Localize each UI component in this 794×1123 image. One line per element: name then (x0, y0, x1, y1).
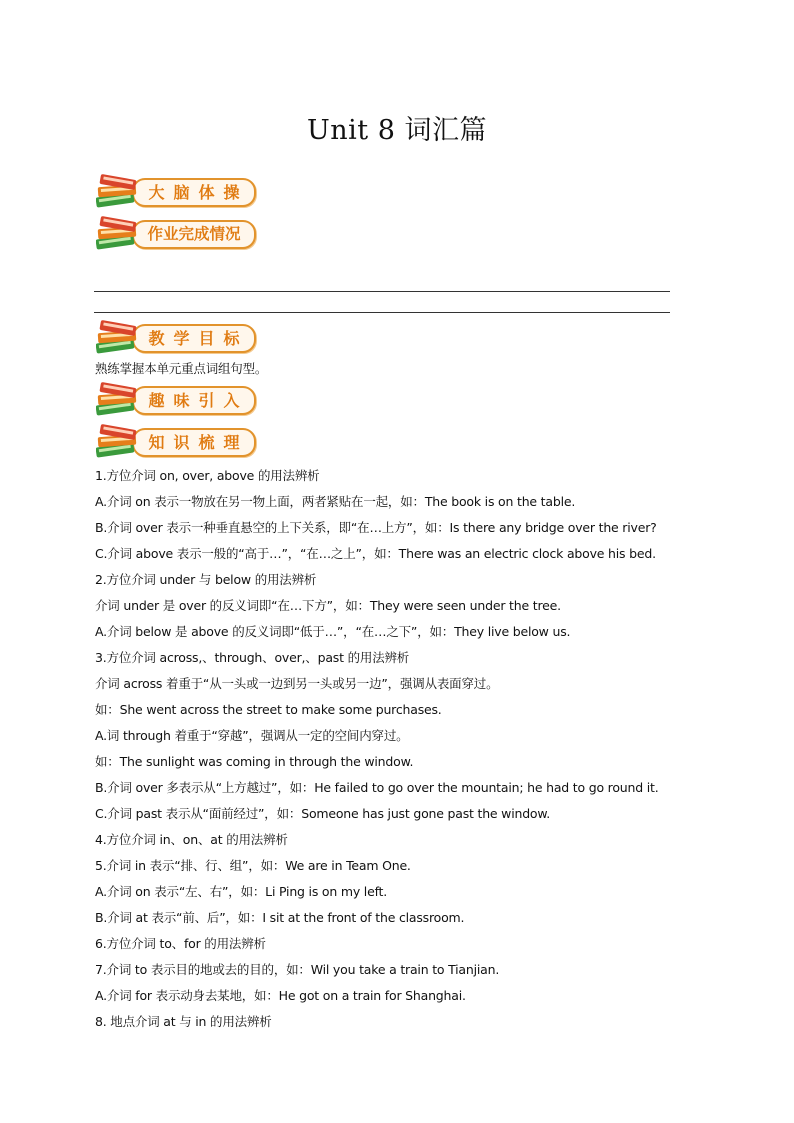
content-line: A.词 through 着重于“穿越”，强调从一定的空间内穿过。 (95, 728, 409, 743)
books-icon (96, 172, 144, 212)
content-line: 5.介词 in 表示“排、行、组”，如：We are in Team One. (95, 858, 411, 873)
answer-line (94, 312, 670, 313)
section-badge-knowledge (96, 422, 261, 462)
content-line: 如：The sunlight was coming in through the window. (95, 754, 414, 769)
content-line: 介词 across 着重于“从一头或一边到另一头或另一边”，强调从表面穿过。 (95, 676, 499, 691)
content-line: 7.介词 to 表示目的地或去的目的，如：Wil you take a train to Tianjian. (95, 962, 500, 977)
section-badge-intro (96, 380, 261, 420)
content-line: C.介词 past 表示从“面前经过”，如：Someone has just gone past the window. (95, 806, 551, 821)
section-badge-brain (96, 172, 261, 212)
content-line: B.介词 over 多表示从“上方越过”，如：He failed to go over the mountain; he had to go round it. (95, 780, 659, 795)
content-line: 介词 under 是 over 的反义词即“在…下方”，如：They were seen under the tree. (95, 598, 561, 613)
books-icon (96, 318, 144, 358)
content-line: B.介词 at 表示“前、后”，如：I sit at the front of the classroom. (95, 910, 465, 925)
content-line: 2.方位介词 under 与 below 的用法辨析 (95, 572, 317, 587)
section-label: 作业完成情况 (147, 225, 241, 243)
content-line: B.介词 over 表示一种垂直悬空的上下关系，即“在…上方”，如：Is there any bridge over the river? (95, 520, 657, 535)
answer-line (94, 291, 670, 292)
section-label: 知识梳理 (148, 433, 249, 452)
content-line: 8. 地点介词 at 与 in 的用法辨析 (95, 1014, 272, 1029)
content-line: A.介词 on 表示“左、右”，如：Li Ping is on my left. (95, 884, 388, 899)
content-line: 6.方位介词 to、for 的用法辨析 (95, 936, 266, 951)
goal-text: 熟练掌握本单元重点词组句型。 (95, 361, 268, 376)
section-label: 趣味引入 (148, 391, 249, 410)
content-line: 1.方位介词 on, over, above 的用法辨析 (95, 468, 320, 483)
section-badge-homework (96, 214, 261, 254)
page-title: Unit 8 词汇篇 (307, 115, 487, 146)
section-badge-goals (96, 318, 261, 358)
content-line: 4.方位介词 in、on、at 的用法辨析 (95, 832, 288, 847)
books-icon (96, 422, 144, 462)
content-line: A.介词 for 表示动身去某地，如：He got on a train for Shanghai. (95, 988, 466, 1003)
content-line: A.介词 on 表示一物放在另一物上面，两者紧贴在一起，如：The book is on the table. (95, 494, 576, 509)
content-line: 如：She went across the street to make some purchases. (95, 702, 442, 717)
content-line: 3.方位介词 across,、through、over,、past 的用法辨析 (95, 650, 410, 665)
books-icon (96, 214, 144, 254)
content-line: A.介词 below 是 above 的反义词即“低于…”，“在…之下”，如：They live below us. (95, 624, 571, 639)
books-icon (96, 380, 144, 420)
section-label: 教学目标 (148, 329, 249, 348)
content-line: C.介词 above 表示一般的“高于…”，“在…之上”，如：There was an electric clock above his bed. (95, 546, 656, 561)
section-label: 大脑体操 (148, 183, 249, 202)
